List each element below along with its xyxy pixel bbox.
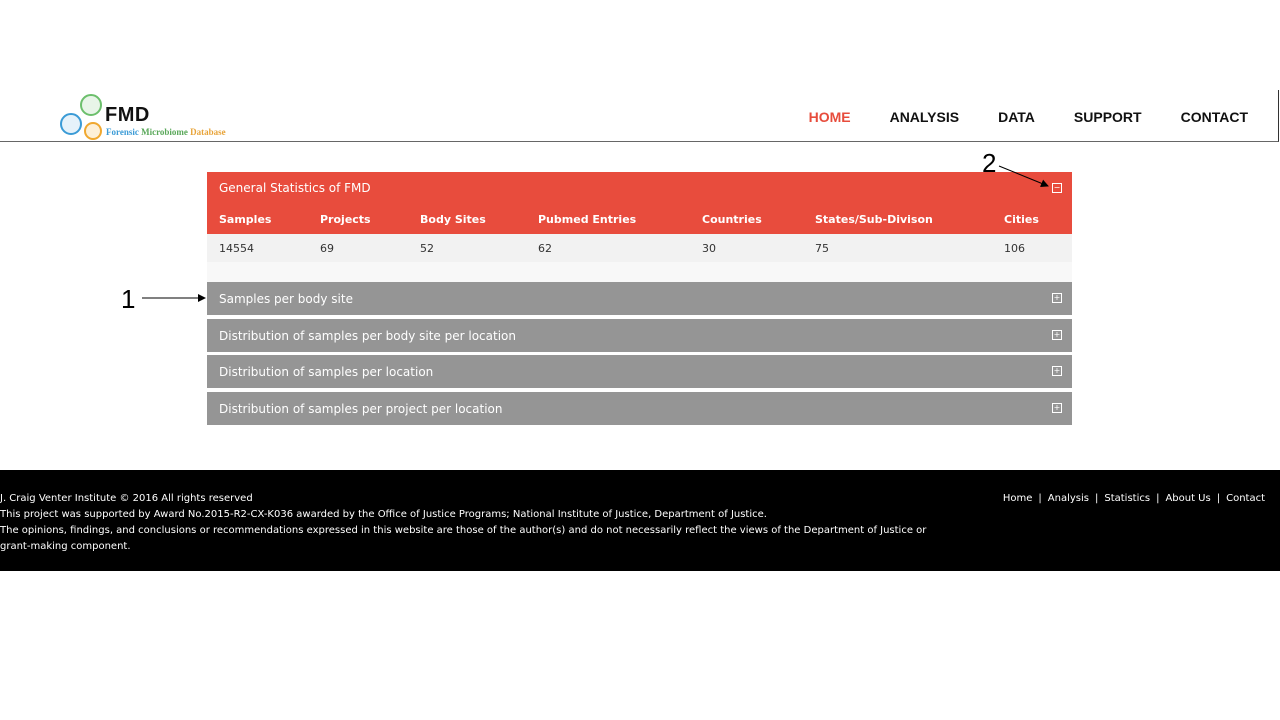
- annotation-number-1: 1: [121, 284, 136, 314]
- val-pubmed-entries: 62: [538, 242, 552, 255]
- footer-links: [997, 493, 1271, 504]
- val-states: 75: [815, 242, 829, 255]
- collapse-minus-icon[interactable]: −: [1053, 183, 1061, 192]
- accordion-label: Distribution of samples per body site per location: [219, 329, 516, 343]
- col-projects: Projects: [320, 213, 371, 226]
- col-pubmed-entries: Pubmed Entries: [538, 213, 637, 226]
- val-body-sites: 52: [420, 242, 434, 255]
- site-footer: [0, 470, 1280, 571]
- col-countries: Countries: [702, 213, 762, 226]
- footer-link-about-us[interactable]: About Us: [1165, 493, 1211, 504]
- nav-analysis[interactable]: ANALYSIS: [889, 109, 960, 125]
- footer-link-statistics[interactable]: Statistics: [1104, 493, 1151, 504]
- footer-separator: |: [1216, 493, 1221, 504]
- expand-plus-icon[interactable]: +: [1053, 293, 1061, 302]
- footer-link-analysis[interactable]: Analysis: [1047, 493, 1089, 504]
- stats-panel-title: General Statistics of FMD: [219, 181, 371, 195]
- footer-link-home[interactable]: Home: [1002, 493, 1033, 504]
- val-cities: 106: [1004, 242, 1025, 255]
- accordion-label: Samples per body site: [219, 292, 353, 306]
- footer-separator: |: [1038, 493, 1042, 504]
- col-body-sites: Body Sites: [420, 213, 486, 226]
- expand-plus-icon[interactable]: +: [1053, 366, 1061, 375]
- footer-award: This project was supported by Award No.2015-R2-CX-K036 awarded by the Office of Justice Programs; National Institute of Justice, Department of Justice.: [0, 509, 767, 520]
- annotation-number-2: 2: [982, 148, 997, 178]
- footer-disclaimer: The opinions, findings, and conclusions or recommendations expressed in this website are those of the author(s) and do not necessarily reflect the views of the Department of Justice or grant-making component.: [0, 525, 927, 552]
- logo-title: FMD: [105, 104, 150, 126]
- nav-data[interactable]: DATA: [998, 109, 1035, 125]
- val-countries: 30: [702, 242, 716, 255]
- val-projects: 69: [320, 242, 334, 255]
- footer-separator: |: [1156, 493, 1160, 504]
- accordion-label: Distribution of samples per project per location: [219, 402, 503, 416]
- footer-separator: |: [1094, 493, 1099, 504]
- col-samples: Samples: [219, 213, 272, 226]
- nav-contact[interactable]: CONTACT: [1180, 109, 1248, 125]
- accordion-label: Distribution of samples per location: [219, 365, 434, 379]
- logo-subtitle: Forensic Microbiome Database: [106, 127, 226, 137]
- expand-plus-icon[interactable]: +: [1053, 330, 1061, 339]
- col-states: States/Sub-Divison: [815, 213, 933, 226]
- expand-plus-icon[interactable]: +: [1053, 403, 1061, 412]
- col-cities: Cities: [1004, 213, 1039, 226]
- val-samples: 14554: [219, 242, 254, 255]
- nav-home[interactable]: HOME: [808, 109, 851, 125]
- footer-link-contact[interactable]: Contact: [1226, 493, 1265, 504]
- footer-copyright: J. Craig Venter Institute © 2016 All rights reserved: [0, 493, 253, 504]
- nav-support[interactable]: SUPPORT: [1073, 109, 1142, 125]
- arrow-to-collapse-icon: [999, 166, 1048, 186]
- footer-text: [0, 491, 950, 555]
